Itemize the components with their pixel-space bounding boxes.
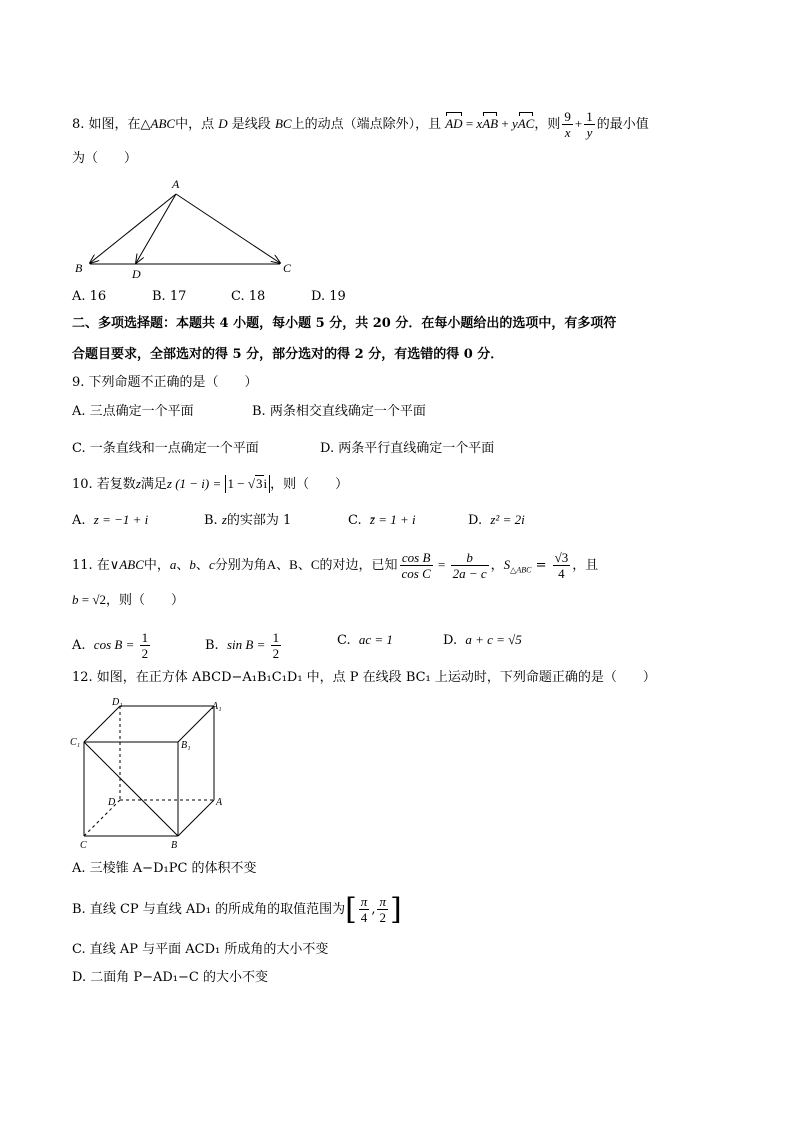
frac-den: 2a − c xyxy=(452,566,487,581)
edge-ba xyxy=(178,800,214,836)
frac-den: 4 xyxy=(558,566,565,581)
q9-option-c[interactable]: C. 一条直线和一点确定一个平面 xyxy=(72,441,259,456)
option-text: 的实部为 1 xyxy=(226,513,292,528)
q11-c: c xyxy=(208,557,215,572)
frac-den: x xyxy=(564,125,571,140)
label-d: D xyxy=(108,797,116,808)
q10-stem xyxy=(72,475,348,494)
option-label: D. xyxy=(468,513,483,528)
label-b: B xyxy=(75,261,83,275)
fraction-9-over-x xyxy=(562,109,573,140)
edge-b1a1 xyxy=(178,706,214,742)
option-expr: cos B = xyxy=(93,637,138,652)
frac-num: π xyxy=(379,894,386,909)
q11-stem: 11. 在∨ABC中，a、b、c分别为角A、B、C的对边，已知 $\frac{\text{cos B}}{\text{cos C}}$ = $\frac{b}{2a - c}$ ，$S_{\triangle ABC}$ = $\frac{√3}{4}$ ，且 xyxy=(72,550,599,581)
option-expr: z = −1 + i xyxy=(93,512,149,527)
q11-angle-b: B xyxy=(289,557,298,572)
section-heading: 二、多项选择题：本题共 4 小题，每小题 5 分，共 20 分．在每小题给出的选项中，有多项符 xyxy=(72,316,617,331)
option-z: z xyxy=(221,512,227,527)
abs-content: 1 − xyxy=(227,476,248,491)
q8-plus: + xyxy=(498,116,512,131)
area-s: S xyxy=(503,557,511,572)
option-label: A. xyxy=(72,513,86,528)
q8-x: x xyxy=(476,116,483,131)
q8-number: 8. xyxy=(72,117,85,132)
q11-option-d[interactable] xyxy=(443,631,522,650)
radicand: 3 xyxy=(256,476,263,491)
arrow-ac xyxy=(176,194,280,263)
frac-num: π xyxy=(360,894,368,909)
cube-figure xyxy=(68,695,228,855)
section-heading-line2: 合题目要求，全部选对的得 5 分，部分选对的得 2 分，有选错的得 0 分． xyxy=(72,347,504,362)
q11-option-c[interactable] xyxy=(337,631,393,650)
q12-option-a[interactable]: A. 三棱锥 A−D₁PC 的体积不变 xyxy=(72,861,257,876)
triangle-figure xyxy=(70,172,300,282)
q9-option-b[interactable]: B. 两条相交直线确定一个平面 xyxy=(252,404,426,419)
option-expr: a + c = √5 xyxy=(465,632,522,647)
q8-text: ，则 xyxy=(534,117,561,132)
q12-stem: 12. 如图，在正方体 ABCD−A₁B₁C₁D₁ 中，点 P 在线段 BC₁ 上运动时，下列命题正确的是（ ） xyxy=(72,670,656,685)
q8-text: 中，点 xyxy=(175,117,215,132)
q10-text: 10. 若复数 xyxy=(72,477,136,492)
fraction-1-over-2 xyxy=(271,630,282,661)
label-b: B xyxy=(171,840,178,851)
q11-b: b xyxy=(189,557,196,572)
q11-text: ，则（ ） xyxy=(105,593,184,608)
q11-a: a xyxy=(169,557,177,572)
frac-num: √3 xyxy=(554,550,569,565)
frac-den: cos C xyxy=(401,566,431,581)
frac-den: 2 xyxy=(379,910,386,925)
label-d1: D₁ xyxy=(112,697,123,708)
q8-text: 如图，在△ xyxy=(88,117,151,132)
option-expr: z̄ = 1 + i xyxy=(369,512,416,527)
frac-den: 4 xyxy=(360,910,368,925)
option-expr: sin B = xyxy=(226,637,269,652)
right-bracket: ] xyxy=(389,891,402,927)
q12-option-b[interactable]: B. 直线 CP 与直线 AD₁ 的所成角的取值范围为[ $\frac{\pi}{4}$ , $\frac{\pi}{2}$ ] xyxy=(72,891,402,927)
fraction-b-over-2a-c xyxy=(451,550,489,581)
fraction-pi-over-2 xyxy=(377,894,388,925)
option-expr: z² = 2i xyxy=(490,512,525,527)
q10-z: z xyxy=(135,476,141,491)
abs-value xyxy=(225,475,271,493)
label-c: C xyxy=(80,840,87,851)
vector-ab: AB xyxy=(482,116,499,131)
q9-stem: 9. 下列命题不正确的是（ ） xyxy=(72,375,258,390)
option-label: C. xyxy=(348,513,362,528)
option-label: C. xyxy=(337,633,351,648)
q9-option-a[interactable]: A. 三点确定一个平面 xyxy=(72,404,194,419)
option-text: B. 直线 CP 与直线 AD₁ 的所成角的取值范围为 xyxy=(72,902,346,917)
vector-ad: AD xyxy=(445,116,463,131)
frac-num: 1 xyxy=(272,630,280,645)
q11-triangle: ABC xyxy=(119,557,144,572)
imag-unit: i xyxy=(263,476,268,491)
q10-option-c[interactable] xyxy=(348,511,416,530)
q11-option-a[interactable] xyxy=(72,630,152,661)
q8-text: 是线段 xyxy=(231,117,271,132)
q8-stem-line2: 为（ ） xyxy=(72,151,138,166)
arrow-ad xyxy=(136,194,176,263)
sqrt-3: √3 xyxy=(247,476,263,491)
q11-eq: = xyxy=(434,557,449,572)
label-a1: A₁ xyxy=(212,701,222,712)
area-subscript: △ABC xyxy=(510,565,532,575)
option-expr: ac = 1 xyxy=(358,632,393,647)
q9-option-d[interactable]: D. 两条平行直线确定一个平面 xyxy=(320,441,495,456)
q8-stem: 8. 如图，在△ABC中，点 D 是线段 BC上的动点（端点除外），且 AD = xAB + yAC，则 $\frac{9}{x}$ + $\frac{1}{y}$ 的最小值 xyxy=(72,109,649,140)
q11-sep: 、 xyxy=(195,558,209,573)
q8-eq: = xyxy=(462,116,477,131)
label-a: A xyxy=(216,797,223,808)
q11-sep: 、 xyxy=(176,558,190,573)
frac-num: 9 xyxy=(564,109,571,124)
left-bracket: [ xyxy=(345,891,357,927)
q10-text: ，则（ ） xyxy=(270,477,349,492)
q8-triangle: ABC xyxy=(150,116,176,131)
label-c1: C₁ xyxy=(70,737,81,748)
q8-option-c[interactable]: C. 18 xyxy=(231,289,266,304)
q11-angle-c: C xyxy=(310,557,320,572)
option-label: A. xyxy=(72,638,86,653)
q11-option-b[interactable] xyxy=(205,630,283,661)
q10-expr: z (1 − i) = xyxy=(166,476,225,491)
q11-angle-a: A xyxy=(266,557,277,572)
q11-b: b xyxy=(72,592,79,607)
option-label: B. xyxy=(204,513,218,528)
q8-text: 上的动点（端点除外），且 xyxy=(291,117,442,132)
fraction-cosb-cosc xyxy=(400,550,433,581)
label-b1: B₁ xyxy=(181,740,191,751)
q8-segment: BC xyxy=(274,116,292,131)
q11-text: 的对边，已知 xyxy=(319,558,398,573)
fraction-sqrt3-over-4 xyxy=(553,550,571,581)
frac-den: 2 xyxy=(141,646,149,661)
q12-option-c[interactable]: C. 直线 AP 与平面 ACD₁ 所成角的大小不变 xyxy=(72,942,329,957)
q8-y: y xyxy=(511,116,518,131)
label-d: D xyxy=(132,267,141,281)
q11-text: ，且 xyxy=(572,558,599,573)
frac-num: cos B xyxy=(400,550,433,566)
q12-option-d[interactable]: D. 二面角 P−AD₁−C 的大小不变 xyxy=(72,970,268,985)
fraction-1-over-2 xyxy=(140,630,151,661)
fraction-1-over-y xyxy=(584,109,595,140)
frac-num: 1 xyxy=(586,109,593,124)
q10-text: 满足 xyxy=(140,477,167,492)
q10-option-a[interactable] xyxy=(72,511,148,530)
q10-option-d[interactable] xyxy=(468,511,525,530)
label-a: A xyxy=(172,177,180,191)
option-label: D. xyxy=(443,633,458,648)
q8-option-b[interactable]: B. 17 xyxy=(152,289,187,304)
label-c: C xyxy=(283,261,292,275)
q8-text: 的最小值 xyxy=(596,117,649,132)
q11-stem-line2 xyxy=(72,591,184,610)
q11-text: 11. 在∨ xyxy=(72,558,120,573)
frac-den: 2 xyxy=(272,646,280,661)
q11-text: 中， xyxy=(143,558,170,573)
frac-num: 1 xyxy=(141,630,149,645)
frac-den: y xyxy=(586,125,593,140)
option-label: B. xyxy=(205,638,219,653)
q11-b-value: = √2 xyxy=(78,592,106,607)
q8-option-a[interactable]: A. 16 xyxy=(72,289,107,304)
vector-ac: AC xyxy=(517,116,535,131)
frac-num: b xyxy=(451,550,489,566)
q8-option-d[interactable]: D. 19 xyxy=(311,289,346,304)
fraction-pi-over-4 xyxy=(359,894,370,925)
q10-option-b[interactable] xyxy=(204,511,291,530)
arrow-ab xyxy=(90,194,176,263)
edge-c1d1 xyxy=(84,706,120,742)
q8-point-d: D xyxy=(218,116,228,131)
q11-text: 分别为角 xyxy=(214,558,267,573)
